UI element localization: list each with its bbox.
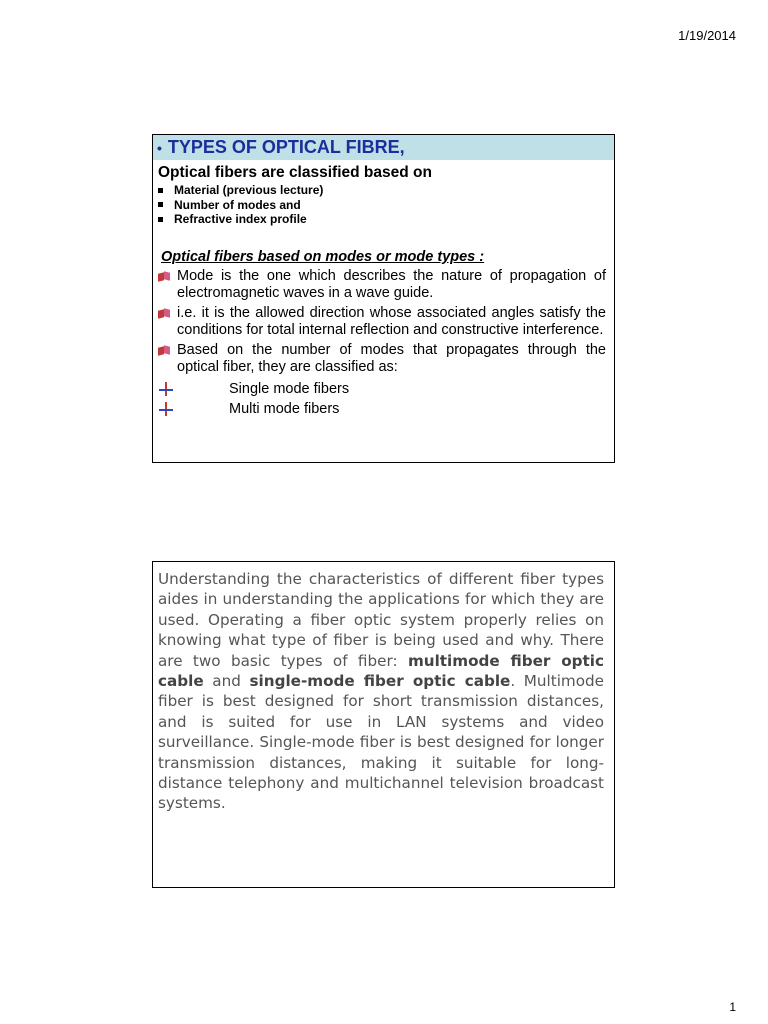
fiber-type-item: Multi mode fibers	[159, 399, 614, 419]
page-date: 1/19/2014	[678, 28, 736, 43]
multimode-term: multimode fiber optic cable	[158, 651, 605, 691]
title-bullet: •	[157, 139, 162, 156]
slide-fiber-characteristics	[152, 561, 615, 888]
list-item: Refractive index profile	[158, 212, 614, 227]
cross-bullet-icon	[159, 382, 173, 396]
square-bullet-icon	[158, 217, 163, 222]
page-number: 1	[729, 1000, 736, 1014]
body-paragraph: Understanding the characteristics of different fiber types aides in understanding the applications for which they are used. Operating a fiber optic system properly relies on knowing what type of fiber is being used and why. There are two basic types of fiber: multimode fiber optic cable and single-mode fiber optic cable. Multimode fiber is best designed for short transmission distances, and is suited for use in LAN systems and video surveillance. Single-mode fiber is best designed for longer transmission distances, making it suitable for long-distance telephony and multichannel television broadcast systems.	[158, 570, 605, 813]
cross-bullet-icon	[159, 402, 173, 416]
square-bullet-icon	[158, 202, 163, 207]
square-bullet-icon	[158, 188, 163, 193]
list-item: Material (previous lecture)	[158, 183, 614, 198]
slide-title-bar	[153, 135, 614, 160]
book-bullet-icon	[158, 308, 170, 319]
point-item: Mode is the one which describes the nature of propagation of electromagnetic waves in a wave guide.	[158, 268, 606, 302]
book-bullet-icon	[158, 271, 170, 282]
slide-types-of-optical-fibre	[152, 134, 615, 463]
slide-title: TYPES OF OPTICAL FIBRE,	[167, 137, 405, 157]
section-heading: Optical fibers based on modes or mode types :	[161, 248, 485, 265]
single-mode-term: single-mode fiber optic cable	[249, 672, 511, 691]
point-item: i.e. it is the allowed direction whose associated angles satisfy the conditions for total internal reflection and constructive interference.	[158, 305, 606, 339]
point-item: Based on the number of modes that propagates through the optical fiber, they are classified as:	[158, 342, 606, 376]
list-item: Number of modes and	[158, 198, 614, 213]
book-bullet-icon	[158, 345, 170, 356]
criteria-list	[153, 183, 614, 227]
classification-heading: Optical fibers are classified based on	[158, 164, 432, 181]
fiber-type-item: Single mode fibers	[159, 379, 614, 399]
